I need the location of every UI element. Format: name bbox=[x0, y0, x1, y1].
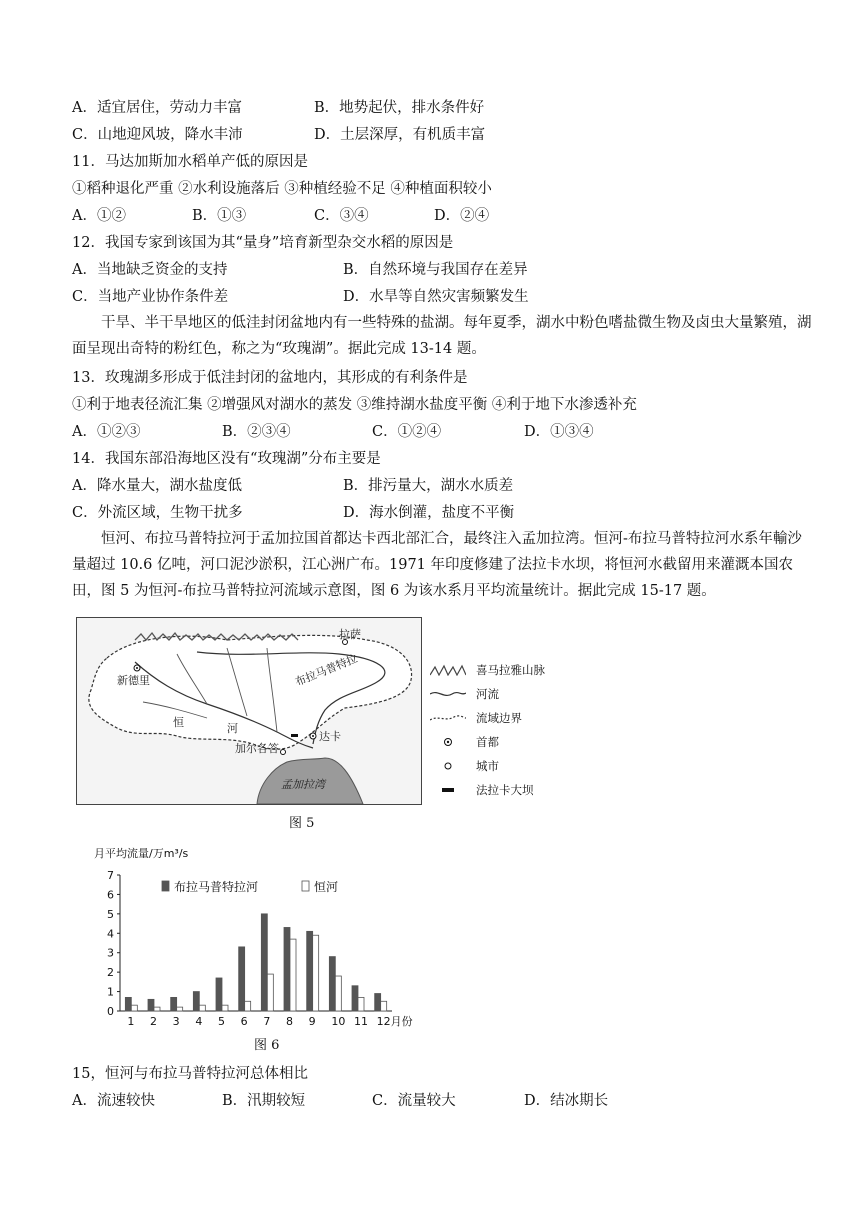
legend-item-capital: 首都 bbox=[430, 732, 580, 752]
bar-ganges bbox=[199, 1005, 205, 1011]
mountain-icon bbox=[430, 664, 466, 676]
bar-brahmaputra bbox=[148, 999, 154, 1011]
bar-ganges bbox=[313, 935, 319, 1011]
x-tick-label: 6 bbox=[240, 1015, 248, 1028]
y-tick-label: 3 bbox=[107, 946, 114, 960]
q12-option-d: D．水旱等自然灾害频繁发生 bbox=[343, 289, 529, 305]
q13-items: ①利于地表径流汇集 ②增强风对湖水的蒸发 ③维持湖水盐度平衡 ④利于地下水渗透补充 bbox=[72, 397, 637, 413]
bar-ganges bbox=[131, 1005, 137, 1011]
bar-brahmaputra bbox=[284, 927, 290, 1011]
bar-brahmaputra bbox=[125, 997, 131, 1011]
x-tick-label: 10 bbox=[331, 1015, 346, 1028]
label-kolkata: 加尔各答 bbox=[235, 742, 279, 755]
figure6-chart bbox=[92, 843, 428, 1033]
q10-option-d: D．土层深厚，有机质丰富 bbox=[314, 127, 486, 143]
boundary-icon bbox=[430, 712, 466, 724]
figure5-map bbox=[76, 617, 422, 805]
x-tick-label: 5 bbox=[218, 1015, 225, 1028]
bar-ganges bbox=[245, 1001, 251, 1011]
passage-ganges: 恒河、布拉马普特拉河于孟加拉国首都达卡西北部汇合，最终注入孟加拉湾。恒河-布拉马普特拉河水系年輸沙量超过 10.6 亿吨，河口泥沙淤积，江心洲广布。1971 年印度修建了法拉卡水坝，将恒河水截留用来灌溉本国农田，图 5 为恒河-布拉马普特拉河流域示意图，图 6 为该水系月平均流量统计。据此完成 15-17 题。 bbox=[72, 531, 802, 599]
q11-stem: 11．马达加斯加水稻单产低的原因是 bbox=[72, 154, 308, 170]
dam-icon bbox=[430, 784, 466, 796]
legend-item-dam: 法拉卡大坝 bbox=[430, 780, 580, 800]
x-tick-label: 11 bbox=[354, 1015, 368, 1028]
y-tick-label: 7 bbox=[107, 869, 114, 882]
label-bay-of-bengal: 孟加拉湾 bbox=[281, 778, 325, 791]
river-icon bbox=[430, 688, 466, 700]
y-tick-label: 0 bbox=[107, 1005, 114, 1018]
bar-ganges bbox=[381, 1001, 387, 1011]
q15-stem: 15，恒河与布拉马普特拉河总体相比 bbox=[72, 1066, 308, 1082]
bar-ganges bbox=[222, 1005, 228, 1011]
legend-label-ganges: 恒河 bbox=[314, 880, 339, 894]
q10-option-a: A．适宜居住，劳动力丰富 bbox=[72, 100, 242, 116]
q15-option-a: A．流速较快 bbox=[72, 1093, 155, 1109]
capital-icon bbox=[430, 736, 466, 748]
legend-swatch-brahmaputra bbox=[162, 881, 169, 891]
y-tick-label: 6 bbox=[107, 888, 114, 902]
city-icon bbox=[430, 760, 466, 772]
label-lhasa: 拉萨 bbox=[339, 628, 361, 641]
figure5-legend bbox=[430, 660, 580, 800]
x-tick-label: 8 bbox=[286, 1015, 293, 1028]
basin-boundary bbox=[89, 635, 412, 749]
bar-ganges bbox=[358, 997, 364, 1011]
legend-label-brahmaputra: 布拉马普特拉河 bbox=[174, 880, 259, 894]
chart-layer bbox=[94, 846, 413, 1028]
q11-option-c: C．③④ bbox=[314, 208, 369, 224]
x-tick-label: 7 bbox=[263, 1015, 271, 1028]
bar-brahmaputra bbox=[375, 994, 381, 1011]
q14-stem: 14．我国东部沿海地区没有“玫瑰湖”分布主要是 bbox=[72, 451, 381, 467]
x-tick-label: 1 bbox=[127, 1015, 135, 1028]
x-tick-label: 12月份 bbox=[376, 1015, 413, 1028]
q14-option-b: B．排污量大，湖水水质差 bbox=[343, 478, 514, 494]
bar-brahmaputra bbox=[329, 957, 335, 1011]
label-dhaka: 达卡 bbox=[319, 730, 341, 743]
q15-option-c: C．流量较大 bbox=[372, 1093, 456, 1109]
q10-option-c: C．山地迎风坡，降水丰沛 bbox=[72, 127, 243, 143]
q13-option-b: B．②③④ bbox=[222, 424, 291, 440]
label-ganges-2: 河 bbox=[227, 722, 238, 735]
label-brahmaputra: 布拉马普特拉 bbox=[293, 652, 360, 689]
q11-option-b: B．①③ bbox=[192, 208, 247, 224]
q13-option-d: D．①③④ bbox=[524, 424, 594, 440]
q11-option-a: A．①② bbox=[72, 208, 126, 224]
bar-ganges bbox=[177, 1007, 183, 1011]
bar-brahmaputra bbox=[261, 914, 267, 1011]
q15-option-b: B．汛期较短 bbox=[222, 1093, 306, 1109]
bar-brahmaputra bbox=[216, 978, 222, 1011]
q14-option-d: D．海水倒灌，盐度不平衡 bbox=[343, 505, 515, 521]
kolkata-marker bbox=[281, 750, 286, 755]
q14-option-c: C．外流区域，生物干扰多 bbox=[72, 505, 243, 521]
legend-item-mountains: 喜马拉雅山脉 bbox=[430, 660, 580, 680]
bar-brahmaputra bbox=[352, 986, 358, 1011]
y-tick-label: 1 bbox=[107, 985, 114, 999]
y-axis-title: 月平均流量/万m³/s bbox=[94, 847, 189, 860]
q12-option-b: B．自然环境与我国存在差异 bbox=[343, 262, 528, 278]
x-tick-label: 3 bbox=[172, 1015, 180, 1028]
bar-ganges bbox=[290, 939, 296, 1011]
y-tick-label: 2 bbox=[107, 966, 114, 980]
label-new-delhi: 新德里 bbox=[117, 674, 150, 687]
bar-ganges bbox=[267, 974, 273, 1011]
legend-item-boundary: 流域边界 bbox=[430, 708, 580, 728]
passage-rose-lake: 干旱、半干旱地区的低洼封闭盆地内有一些特殊的盐湖。每年夏季，湖水中粉色嗜盐微生物及卤虫大量繁殖，湖面呈现出奇特的粉红色，称之为“玫瑰湖”。据此完成 13-14 题。 bbox=[72, 315, 812, 357]
bar-brahmaputra bbox=[239, 947, 245, 1011]
q12-option-c: C．当地产业协作条件差 bbox=[72, 289, 229, 305]
legend-item-river: 河流 bbox=[430, 684, 580, 704]
bar-brahmaputra bbox=[193, 992, 199, 1011]
legend-item-city: 城市 bbox=[430, 756, 580, 776]
q12-stem: 12．我国专家到该国为其“量身”培育新型杂交水稻的原因是 bbox=[72, 235, 454, 251]
x-tick-label: 4 bbox=[195, 1015, 203, 1028]
x-tick-label: 2 bbox=[150, 1015, 157, 1028]
q10-option-b: B．地势起伏，排水条件好 bbox=[314, 100, 485, 116]
bar-brahmaputra bbox=[307, 931, 313, 1011]
x-tick-label: 9 bbox=[308, 1015, 316, 1028]
bar-brahmaputra bbox=[171, 997, 177, 1011]
q11-items: ①稻种退化严重 ②水利设施落后 ③种植经验不足 ④种植面积较小 bbox=[72, 181, 492, 197]
label-ganges-1: 恒 bbox=[173, 716, 184, 729]
y-tick-label: 4 bbox=[107, 927, 114, 941]
q11-option-d: D．②④ bbox=[434, 208, 490, 224]
q13-stem: 13．玫瑰湖多形成于低洼封闭的盆地内，其形成的有利条件是 bbox=[72, 370, 468, 386]
q13-option-c: C．①②④ bbox=[372, 424, 442, 440]
y-tick-label: 5 bbox=[107, 907, 114, 921]
q14-option-a: A．降水量大，湖水盐度低 bbox=[72, 478, 242, 494]
legend-swatch-ganges bbox=[302, 881, 309, 891]
q12-option-a: A．当地缺乏资金的支持 bbox=[72, 262, 228, 278]
figure5-caption: 图 5 bbox=[289, 816, 315, 831]
bar-ganges bbox=[154, 1007, 160, 1011]
map-drawing bbox=[77, 618, 421, 804]
figure6-caption: 图 6 bbox=[254, 1038, 280, 1053]
bar-ganges bbox=[335, 976, 341, 1011]
q15-option-d: D．结冰期长 bbox=[524, 1093, 609, 1109]
q13-option-a: A．①②③ bbox=[72, 424, 141, 440]
farakka-dam-marker bbox=[291, 734, 298, 737]
